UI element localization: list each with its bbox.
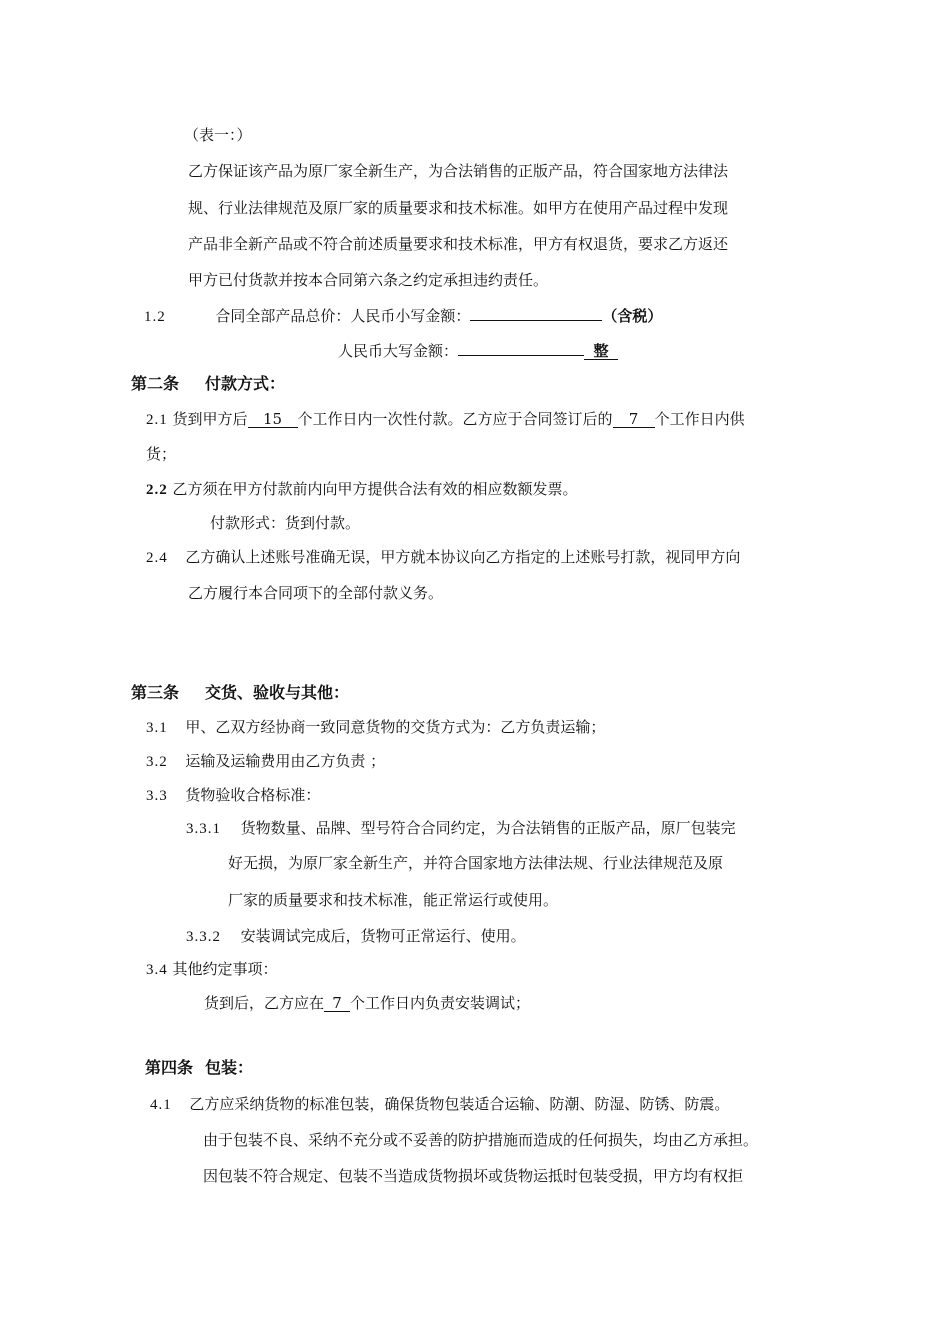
clause-number: 1.2 [144,309,166,325]
article-3-title: 第三条 [131,683,180,702]
clause-number: 3.4 [146,962,168,978]
clause-1-2 [144,306,662,327]
installation-days-field[interactable]: 7 [324,995,350,1012]
guarantee-line-1: 乙方保证该产品为原厂家全新生产，为合法销售的正版产品，符合国家地方法律法 [188,162,729,180]
supply-days-field[interactable]: 7 [613,411,655,428]
clause-3-3-2 [186,926,526,947]
guarantee-line-3: 产品非全新产品或不符合前述质量要求和技术标准，甲方有权退货，要求乙方返还 [188,235,729,253]
article-3-name: 交货、验收与其他： [205,683,350,702]
article-2-title: 第二条 [131,374,180,393]
clause-4-1-line-3: 因包装不符合规定、包装不当造成货物损坏或货物运抵时包装受损，甲方均有权拒 [203,1167,744,1185]
clause-3-3-1-line-1: 货物数量、品牌、型号符合合同约定，为合法销售的正版产品，原厂包装完 [240,819,736,837]
guarantee-line-2: 规、行业法律规范及原厂家的质量要求和技术标准。如甲方在使用产品过程中发现 [188,199,729,217]
clause-2-4-line-1: 乙方确认上述账号准确无误，甲方就本协议向乙方指定的上述账号打款，视同甲方向 [185,548,741,566]
clause-3-3 [146,785,320,806]
clause-3-1-text: 甲、乙双方经协商一致同意货物的交货方式为：乙方负责运输； [185,718,606,736]
clause-number: 3.3.1 [186,821,221,837]
clause-3-3-1-line-2: 好无损，为原厂家全新生产，并符合国家地方法律法规、行业法律规范及原 [228,854,724,872]
clause-2-1 [146,409,745,430]
clause-3-2-text: 运输及运输费用由乙方负责 ； [185,752,386,770]
clause-number: 2.1 [146,412,168,428]
clause-number: 4.1 [150,1097,172,1113]
installation-text-b: 个工作日内负责安装调试； [350,994,531,1012]
clause-2-1-text-b: 个工作日内一次性付款。乙方应于合同签订后的 [297,410,613,428]
clause-2-1-text-a: 货到甲方后 [172,410,248,428]
payment-days-field[interactable]: 15 [248,411,298,428]
total-price-label: 合同全部产品总价：人民币小写金额： [215,307,471,325]
clause-3-3-1-line-3: 厂家的质量要求和技术标准，能正常运行或使用。 [228,891,559,909]
clause-number: 3.1 [146,720,168,736]
clause-3-2 [146,751,385,772]
article-2-heading [131,373,285,395]
clause-3-4 [146,959,278,980]
tax-included-label: （含税） [602,307,663,325]
payment-form: 付款形式：货到付款。 [210,514,361,532]
clause-3-1 [146,717,605,738]
article-4-title: 第四条 [145,1058,194,1077]
clause-number: 2.4 [146,550,168,566]
article-3-heading [131,682,349,704]
clause-2-2-text: 乙方须在甲方付款前内向甲方提供合法有效的相应数额发票。 [172,480,578,498]
upper-amount-suffix: 整 [584,343,618,360]
article-4-heading [145,1057,253,1079]
clause-number: 3.3.2 [186,929,221,945]
clause-number: 3.3 [146,788,168,804]
clause-2-2 [146,479,578,500]
clause-3-3-2-text: 安装调试完成后，货物可正常运行、使用。 [240,927,526,945]
installation-text-a: 货到后，乙方应在 [204,994,325,1012]
clause-4-1 [150,1094,729,1115]
clause-4-1-line-1: 乙方应采纳货物的标准包装，确保货物包装适合运输、防潮、防湿、防锈、防震。 [189,1095,730,1113]
small-amount-field[interactable] [470,320,602,321]
article-2-name: 付款方式： [205,374,286,393]
table-reference: （表一：） [184,126,252,144]
clause-number: 3.2 [146,754,168,770]
article-4-name: 包装： [205,1058,254,1077]
upper-amount-row [338,341,618,361]
guarantee-line-4: 甲方已付货款并按本合同第六条之约定承担违约责任。 [188,271,549,289]
clause-number: 2.2 [146,482,168,498]
installation-terms [204,993,530,1013]
clause-4-1-line-2: 由于包装不良、采纳不充分或不妥善的防护措施而造成的任何损失，均由乙方承担。 [203,1131,759,1149]
clause-2-1-text-c: 个工作日内供 [654,410,745,428]
upper-amount-label: 人民币大写金额： [338,342,459,360]
clause-2-4-line-2: 乙方履行本合同项下的全部付款义务。 [188,584,444,602]
clause-2-1-continuation: 货； [146,445,177,463]
clause-2-4 [146,547,740,568]
clause-3-4-text: 其他约定事项： [172,960,278,978]
clause-3-3-text: 货物验收合格标准： [185,786,321,804]
clause-3-3-1 [186,818,736,839]
upper-amount-field[interactable] [458,355,584,356]
